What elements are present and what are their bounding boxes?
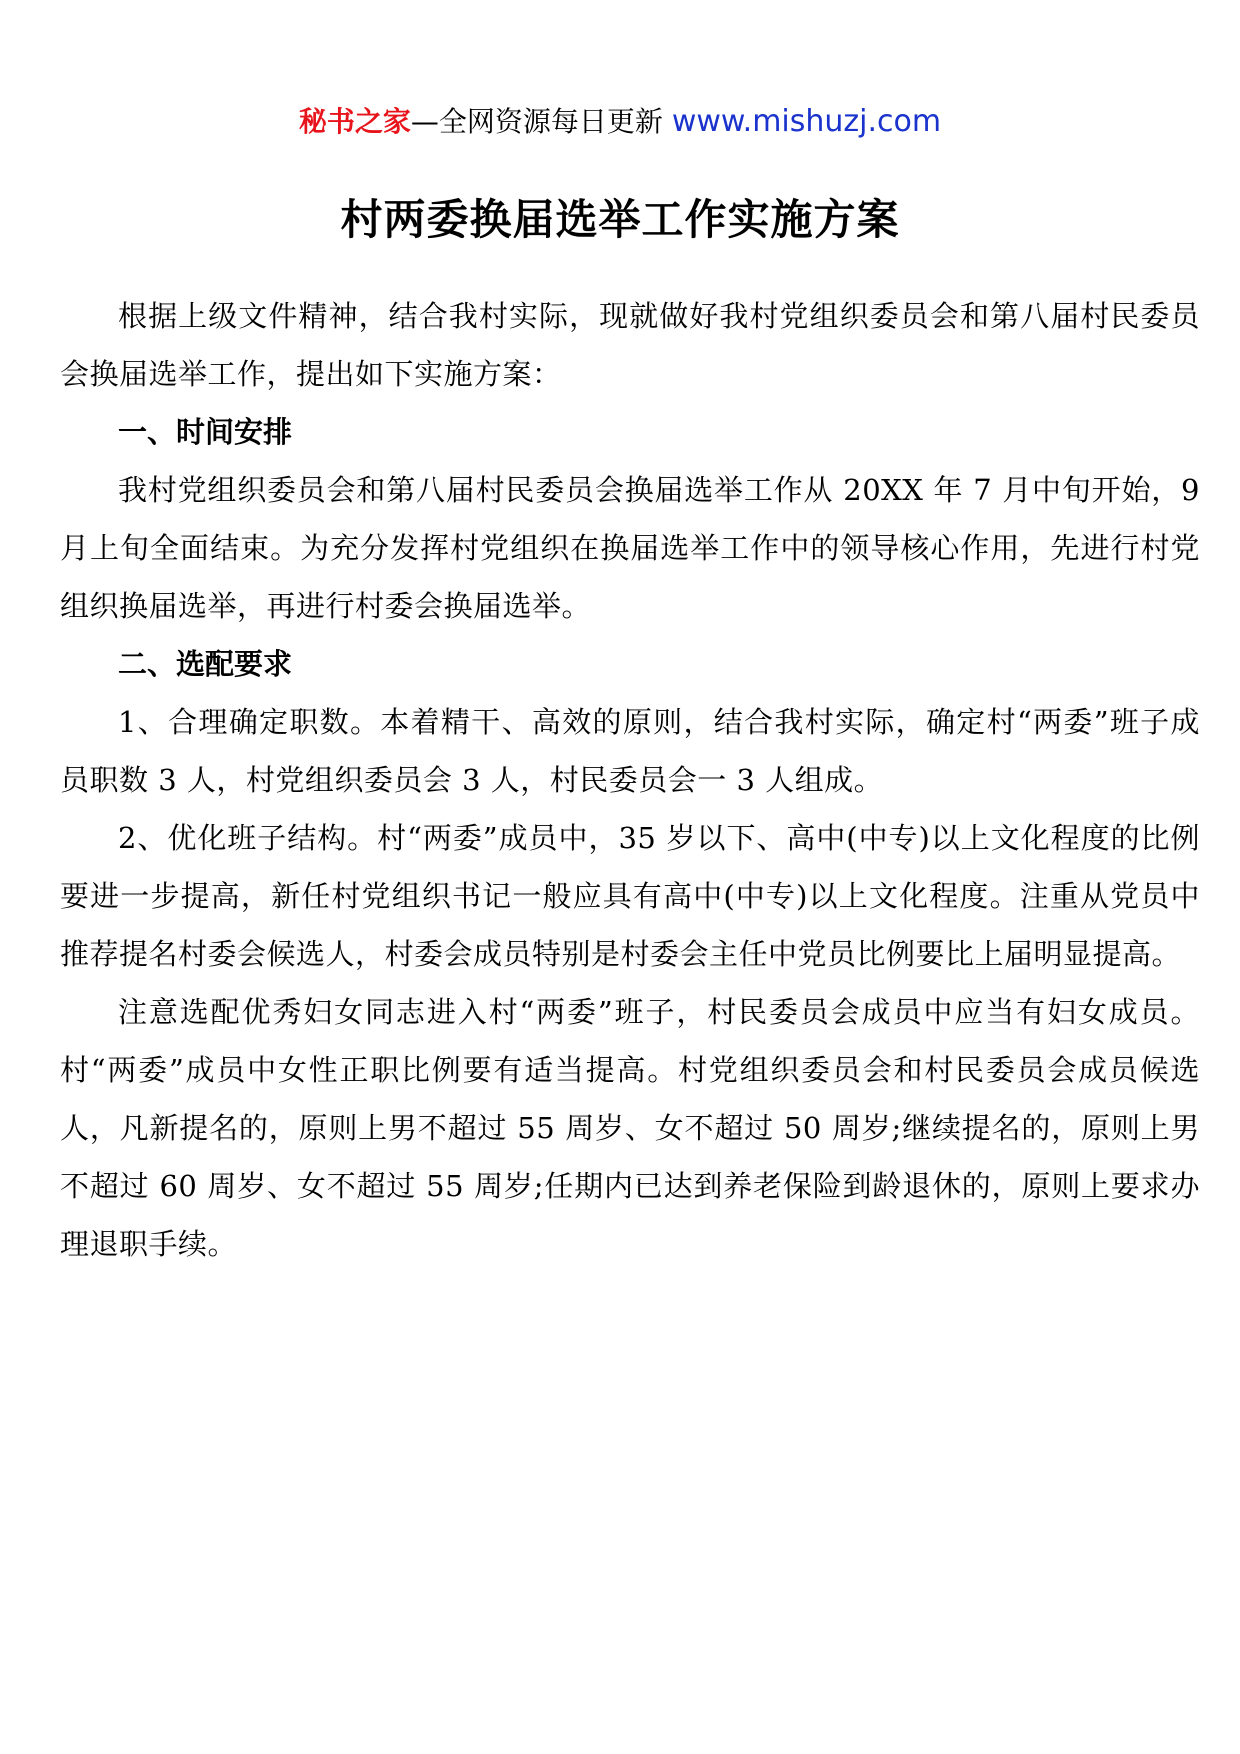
intro-paragraph: 根据上级文件精神，结合我村实际，现就做好我村党组织委员会和第八届村民委员会换届选举工作，提出如下实施方案：: [60, 299, 1200, 391]
banner-tagline: —全网资源每日更新: [410, 105, 672, 138]
section-heading-requirements: 二、选配要求: [118, 647, 293, 681]
requirements-paragraph-1: 1、合理确定职数。本着精干、高效的原则，结合我村实际，确定村“两委”班子成员职数 3 人，村党组织委员会 3 人，村民委员会一 3 人组成。: [60, 705, 1200, 797]
site-banner: [0, 102, 1240, 142]
requirements-paragraph-3: 注意选配优秀妇女同志进入村“两委”班子，村民委员会成员中应当有妇女成员。村“两委”成员中女性正职比例要有适当提高。村党组织委员会和村民委员会成员候选人，凡新提名的，原则上男不超过 55 周岁、女不超过 50 周岁;继续提名的，原则上男不超过 60 周岁、女不超过 55 周岁;任期内已达到养老保险到龄退休的，原则上要求办理退职手续。: [60, 995, 1200, 1261]
schedule-paragraph: 我村党组织委员会和第八届村民委员会换届选举工作从 20XX 年 7 月中旬开始，9 月上旬全面结束。为充分发挥村党组织在换届选举工作中的领导核心作用，先进行村党组织换届选举，再进行村委会换届选举。: [60, 473, 1200, 623]
document-title: 村两委换届选举工作实施方案: [340, 195, 900, 245]
requirements-paragraph-2: 2、优化班子结构。村“两委”成员中，35 岁以下、高中(中专)以上文化程度的比例要进一步提高，新任村党组织书记一般应具有高中(中专)以上文化程度。注重从党员中推荐提名村委会候选人，村委会成员特别是村委会主任中党员比例要比上届明显提高。: [60, 821, 1200, 971]
section-heading-schedule: 一、时间安排: [118, 415, 293, 449]
document-body: [60, 287, 1200, 1273]
site-url-link[interactable]: www.mishuzj.com: [671, 104, 942, 139]
brand-name: 秘书之家: [298, 105, 411, 138]
